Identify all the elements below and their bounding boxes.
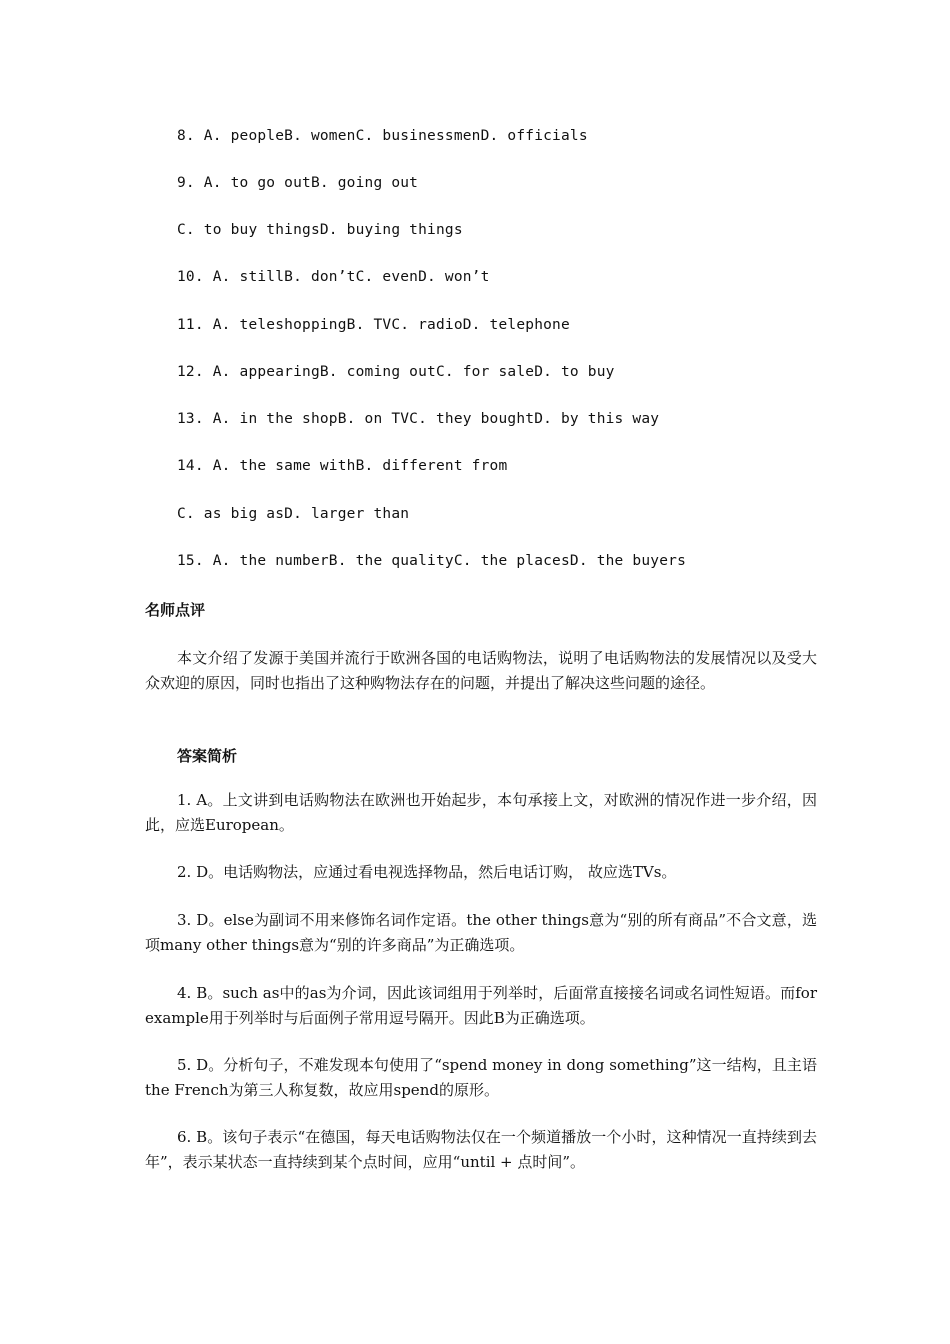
- option-line-8: 8. A. peopleB. womenC. businessmenD. officials: [177, 128, 588, 144]
- option-line-9: 9. A. to go outB. going out: [177, 175, 419, 191]
- answers-heading: 答案简析: [177, 747, 238, 765]
- option-line-13: 13. A. in the shopB. on TVC. they boughtD. by this way: [177, 411, 660, 427]
- comment-heading: 名师点评: [145, 601, 206, 619]
- answer-item-4: 4. B。such as中的as为介词，因此该词组用于列举时，后面常直接接名词或名词性短语。而for example用于列举时与后面例子常用逗号隔开。因此B为正确选项。: [145, 984, 817, 1027]
- option-line-14: 14. A. the same withB. different from: [177, 458, 508, 474]
- answer-item-2: 2. D。电话购物法，应通过看电视选择物品，然后电话订购， 故应选TVs。: [177, 863, 677, 881]
- option-line-10: 10. A. stillB. don’tC. evenD. won’t: [177, 269, 490, 285]
- answer-item-5: 5. D。分析句子，不难发现本句使用了“spend money in dong something”这一结构，且主语the French为第三人称复数，故应用spend的原形。: [145, 1056, 817, 1099]
- option-line-9-cont: C. to buy thingsD. buying things: [177, 222, 463, 238]
- comment-paragraph: 本文介绍了发源于美国并流行于欧洲各国的电话购物法，说明了电话购物法的发展情况以及受大众欢迎的原因，同时也指出了这种购物法存在的问题，并提出了解决这些问题的途径。: [145, 649, 817, 692]
- option-line-12: 12. A. appearingB. coming outC. for saleD. to buy: [177, 364, 615, 380]
- answer-item-3: 3. D。else为副词不用来修饰名词作定语。the other things意为“别的所有商品”不合文意，选项many other things意为“别的许多商品”为正确选项。: [145, 911, 817, 954]
- answer-item-6: 6. B。该句子表示“在德国，每天电话购物法仅在一个频道播放一个小时，这种情况一直持续到去年”，表示某状态一直持续到某个点时间，应用“until + 点时间”。: [145, 1128, 817, 1171]
- option-line-14-cont: C. as big asD. larger than: [177, 506, 410, 522]
- option-line-15: 15. A. the numberB. the qualityC. the placesD. the buyers: [177, 553, 686, 569]
- answer-item-1: 1. A。上文讲到电话购物法在欧洲也开始起步，本句承接上文，对欧洲的情况作进一步介绍，因此，应选European。: [145, 791, 817, 834]
- option-line-11: 11. A. teleshoppingB. TVC. radioD. telephone: [177, 317, 570, 333]
